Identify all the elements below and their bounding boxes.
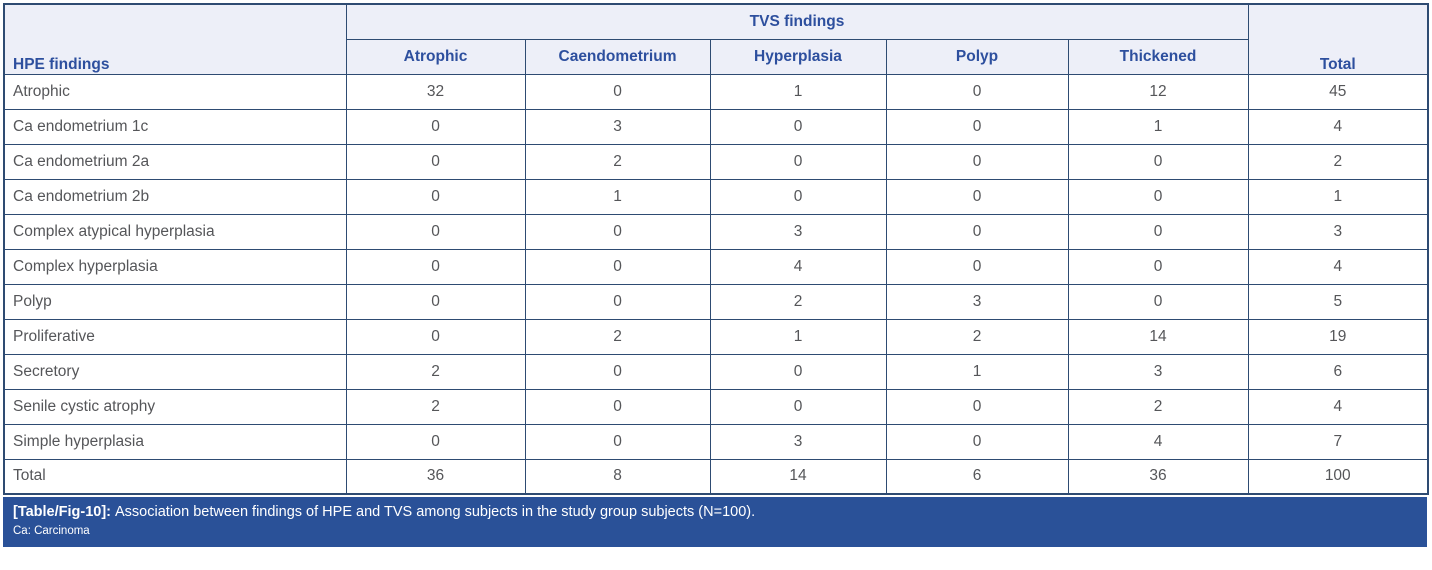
- cell: 19: [1248, 319, 1428, 354]
- row-label: Atrophic: [4, 74, 346, 109]
- corner-header-hpe-findings: HPE findings: [4, 4, 346, 74]
- table-row: [4, 249, 1428, 284]
- cell: 6: [1248, 354, 1428, 389]
- caption-title: [13, 503, 1417, 522]
- cell: 4: [710, 249, 886, 284]
- header-row-group: [4, 4, 1428, 39]
- cell: 0: [886, 424, 1068, 459]
- caption-footnote: Ca: Carcinoma: [13, 525, 90, 537]
- cell: 0: [886, 214, 1068, 249]
- cell: 0: [886, 109, 1068, 144]
- cell: 0: [886, 249, 1068, 284]
- cell: 4: [1248, 109, 1428, 144]
- row-label: Complex atypical hyperplasia: [4, 214, 346, 249]
- cell: 3: [886, 284, 1068, 319]
- table-row-total: [4, 459, 1428, 494]
- table-row: [4, 144, 1428, 179]
- table-row: [4, 109, 1428, 144]
- row-label: Polyp: [4, 284, 346, 319]
- cell: 0: [525, 424, 710, 459]
- cell: 12: [1068, 74, 1248, 109]
- cell: 0: [1068, 284, 1248, 319]
- cell: 36: [1068, 459, 1248, 494]
- cell: 0: [710, 354, 886, 389]
- column-header-caendometrium: Caendometrium: [525, 39, 710, 74]
- table-row: [4, 319, 1428, 354]
- cell: 45: [1248, 74, 1428, 109]
- column-header-atrophic: Atrophic: [346, 39, 525, 74]
- table-row: [4, 284, 1428, 319]
- cell: 1: [710, 319, 886, 354]
- column-header-polyp: Polyp: [886, 39, 1068, 74]
- column-header-hyperplasia: Hyperplasia: [710, 39, 886, 74]
- total-column-header: Total: [1248, 4, 1428, 74]
- cell: 0: [525, 249, 710, 284]
- cell: 0: [346, 424, 525, 459]
- cell: 4: [1068, 424, 1248, 459]
- caption-text: Association between findings of HPE and TVS among subjects in the study group subjects (N=100).: [115, 504, 756, 520]
- cell: 0: [525, 214, 710, 249]
- row-label: Secretory: [4, 354, 346, 389]
- cell: 3: [525, 109, 710, 144]
- row-label: Ca endometrium 2a: [4, 144, 346, 179]
- cell: 2: [346, 389, 525, 424]
- cell: 36: [346, 459, 525, 494]
- group-header-tvs-findings: TVS findings: [346, 4, 1248, 39]
- cell: 1: [525, 179, 710, 214]
- cell: 2: [886, 319, 1068, 354]
- cell: 0: [525, 284, 710, 319]
- cell: 4: [1248, 389, 1428, 424]
- cell: 0: [886, 74, 1068, 109]
- cell: 4: [1248, 249, 1428, 284]
- cell: 0: [710, 144, 886, 179]
- cell: 1: [1068, 109, 1248, 144]
- cell: 0: [886, 389, 1068, 424]
- table-row: [4, 179, 1428, 214]
- cell: 2: [1068, 389, 1248, 424]
- row-label: Ca endometrium 2b: [4, 179, 346, 214]
- cell: 14: [1068, 319, 1248, 354]
- cell: 2: [1248, 144, 1428, 179]
- cell: 0: [886, 144, 1068, 179]
- table-row: [4, 214, 1428, 249]
- table-row: [4, 424, 1428, 459]
- cell: 0: [525, 389, 710, 424]
- cell: 0: [525, 354, 710, 389]
- row-label: Proliferative: [4, 319, 346, 354]
- cell: 0: [346, 144, 525, 179]
- cell: 0: [346, 179, 525, 214]
- row-label: Ca endometrium 1c: [4, 109, 346, 144]
- cell: 2: [525, 144, 710, 179]
- table-row: [4, 389, 1428, 424]
- row-label: Complex hyperplasia: [4, 249, 346, 284]
- cell: 8: [525, 459, 710, 494]
- row-label: Senile cystic atrophy: [4, 389, 346, 424]
- cell: 3: [1068, 354, 1248, 389]
- cell: 0: [886, 179, 1068, 214]
- cell: 0: [710, 109, 886, 144]
- row-label: Total: [4, 459, 346, 494]
- cell: 0: [1068, 214, 1248, 249]
- cell: 2: [525, 319, 710, 354]
- cell: 0: [346, 109, 525, 144]
- cell: 100: [1248, 459, 1428, 494]
- cell: 0: [1068, 144, 1248, 179]
- table-row: [4, 74, 1428, 109]
- cell: 0: [346, 249, 525, 284]
- cell: 1: [886, 354, 1068, 389]
- cell: 1: [710, 74, 886, 109]
- cell: 0: [525, 74, 710, 109]
- cell: 2: [346, 354, 525, 389]
- cell: 32: [346, 74, 525, 109]
- hpe-tvs-association-table: [3, 3, 1429, 495]
- cell: 0: [1068, 179, 1248, 214]
- column-header-thickened: Thickened: [1068, 39, 1248, 74]
- cell: 3: [710, 424, 886, 459]
- cell: 14: [710, 459, 886, 494]
- cell: 0: [346, 214, 525, 249]
- cell: 0: [346, 319, 525, 354]
- cell: 3: [710, 214, 886, 249]
- cell: 5: [1248, 284, 1428, 319]
- cell: 0: [346, 284, 525, 319]
- caption-band: [3, 497, 1427, 547]
- cell: 6: [886, 459, 1068, 494]
- cell: 3: [1248, 214, 1428, 249]
- cell: 2: [710, 284, 886, 319]
- caption-tag: [Table/Fig-10]:: [13, 504, 112, 520]
- cell: 0: [710, 389, 886, 424]
- row-label: Simple hyperplasia: [4, 424, 346, 459]
- cell: 1: [1248, 179, 1428, 214]
- cell: 0: [710, 179, 886, 214]
- table-row: [4, 354, 1428, 389]
- cell: 7: [1248, 424, 1428, 459]
- cell: 0: [1068, 249, 1248, 284]
